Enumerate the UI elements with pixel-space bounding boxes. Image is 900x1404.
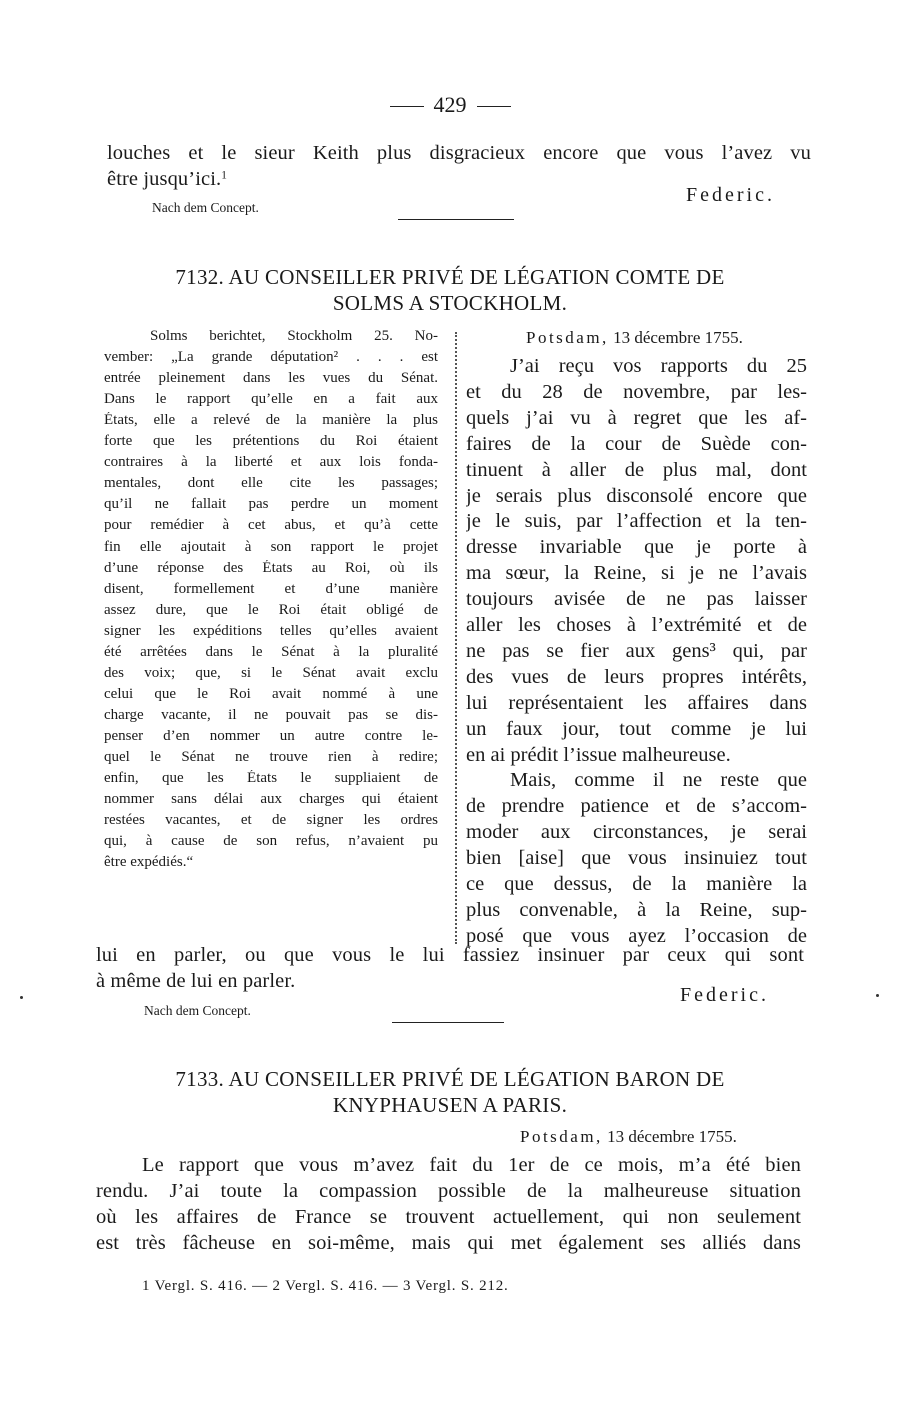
letter-7132-text-line: moder aux circonstances, je serai	[466, 821, 807, 844]
page-number-dash-right	[477, 106, 511, 107]
concept-note-7132: Nach dem Concept.	[144, 1003, 251, 1018]
letter-7132-text-line: en ai prédit l’issue malheureuse.	[466, 743, 731, 766]
letter-7133-dateline	[520, 1127, 737, 1147]
letter-7133-text-line: est très fâcheuse en soi-même, mais qui met également ses alliés dans	[96, 1232, 801, 1254]
letter-7133-heading-line-1: 7133. AU CONSEILLER PRIVÉ DE LÉGATION BARON DE	[175, 1067, 725, 1091]
letter-7132-summary-line: Dans le rapport qu’elle en a fait aux	[104, 391, 438, 408]
scan-speck	[876, 994, 879, 997]
letter-7132-summary-line: signer les expéditions telles qu’elles avaient	[104, 622, 438, 639]
letter-7132-text-line: dresse invariable que je porte à	[466, 536, 807, 559]
letter-7132-heading-line-2: SOLMS A STOCKHOLM.	[332, 291, 568, 315]
letter-7132-summary-line: d’une réponse des États au Roi, où ils	[104, 559, 438, 576]
concept-note-intro: Nach dem Concept.	[152, 200, 259, 215]
letter-7132-summary-line: nommer sans délai aux charges qui étaient	[104, 791, 438, 808]
letter-7132-summary-line: entrée pleinement dans les vues du Sénat.	[104, 370, 438, 387]
letter-7132-text-line: J’ai reçu vos rapports du 25	[510, 355, 807, 377]
page-number-line	[0, 92, 900, 118]
signature-intro: Federic.	[686, 184, 775, 206]
letter-7132-summary-line: été arrêtées dans le Sénat à la pluralité	[104, 643, 438, 660]
letter-7132-summary-line: charge vacante, il ne pouvait pas se dis-	[104, 706, 438, 723]
footnote-ref-1: 1	[221, 169, 227, 182]
letter-7132-text-line: ma sœur, la Reine, si je ne l’avais	[466, 562, 807, 585]
letter-7133-text-line: Le rapport que vous m’avez fait du 1er de ce mois, m’a été bien	[142, 1154, 801, 1176]
intro-line-1: louches et le sieur Keith plus disgracieux encore que vous l’avez vu	[107, 142, 811, 164]
letter-7132-summary-line: forte que les prétentions du Roi étaient	[104, 433, 438, 450]
letter-7132-summary-line: pour remédier à cet abus, et qu’à cette	[104, 517, 438, 534]
letter-7132-summary-line: assez dure, que le Roi était obligé de	[104, 601, 438, 618]
letter-7132-summary-line: penser d’en nommer un autre contre le-	[104, 727, 438, 744]
letter-7132-text-line: quels j’ai vu à regret que les af-	[466, 406, 807, 429]
letter-7132-summary-line: restées vacantes, et de signer les ordres	[104, 812, 438, 829]
letter-7132-text-line: faires de la cour de Suède con-	[466, 432, 807, 455]
letter-7132-text-line: toujours avisée de ne pas laisser	[466, 588, 807, 611]
letter-7132-text-line: plus convenable, à la Reine, sup-	[466, 898, 807, 921]
letter-7132-dateline	[526, 328, 743, 348]
letter-7132-summary-line: qui, à cause de son refus, n’avaient pu	[104, 833, 438, 850]
letter-7133-heading-line-2: KNYPHAUSEN A PARIS.	[332, 1093, 568, 1117]
letter-7132-text-line: aller les choses à l’extrémité et de	[466, 614, 807, 636]
section-rule-1	[398, 219, 514, 220]
letter-7132-text-line: tinuent à aller de plus mal, dont	[466, 458, 807, 481]
intro-line-2	[107, 168, 227, 191]
section-rule-2	[392, 1022, 504, 1023]
letter-7132-summary-line: être expédiés.“	[104, 854, 194, 871]
letter-7132-summary-line: Solms berichtet, Stockholm 25. No-	[150, 328, 438, 344]
letter-7133-text-line: rendu. J’ai toute la compassion possible de la malheureuse situation	[96, 1180, 801, 1202]
letter-7133-text-line: où les affaires de France se trouvent actuellement, qui non seulement	[96, 1206, 801, 1228]
column-divider	[455, 332, 457, 944]
letter-7132-summary-line: disent, formellement et d’une manière	[104, 580, 438, 597]
letter-7132-text-line: Mais, comme il ne reste que	[510, 769, 807, 792]
letter-7132-full-line-1: lui en parler, ou que vous le lui fassiez insinuer par ceux qui sont	[96, 944, 804, 966]
letter-7132-text-line: ce que dessus, de la manière la	[466, 873, 807, 895]
letter-7132-summary-line: celui que le Roi avait nommé à une	[104, 685, 438, 702]
footnotes: 1 Vergl. S. 416. — 2 Vergl. S. 416. — 3 Vergl. S. 212.	[142, 1278, 509, 1294]
letter-7132-text-line: et du 28 de novembre, par les-	[466, 380, 807, 403]
letter-7132-text-line: de prendre patience et de s’accom-	[466, 795, 807, 818]
letter-7132-text-line: un faux jour, tout comme je lui	[466, 717, 807, 740]
scan-speck	[20, 996, 23, 999]
page-number: 429	[433, 92, 467, 117]
letter-7132-summary-line: des voix; que, si le Sénat avait exclu	[104, 664, 438, 681]
page-number-dash-left	[390, 106, 424, 107]
letter-7132-summary-line: vember: „La grande députation² . . . est	[104, 349, 438, 366]
letter-7132-dateline-place: Potsdam,	[526, 328, 609, 347]
letter-7132-summary-line: États, elle a relevé de la manière la plus	[104, 412, 438, 429]
letter-7132-summary-line: enfin, que les États le suppliaient de	[104, 770, 438, 787]
signature-7132: Federic.	[680, 984, 769, 1006]
letter-7132-text-line: des vues de leurs propres intérêts,	[466, 665, 807, 688]
letter-7132-text-line: bien [aise] que vous insinuiez tout	[466, 847, 807, 870]
letter-7132-text-line: ne pas se fier aux gens³ qui, par	[466, 639, 807, 662]
letter-7133-dateline-place: Potsdam,	[520, 1127, 603, 1146]
letter-7132-dateline-date: 13 décembre 1755.	[613, 328, 743, 347]
letter-7132-summary-line: fin elle ajoutait à son rapport le projet	[104, 538, 438, 555]
letter-7133-dateline-date: 13 décembre 1755.	[607, 1127, 737, 1146]
letter-7132-summary-line: mentales, dont elle cite les passages;	[104, 475, 438, 492]
letter-7132-heading-line-1: 7132. AU CONSEILLER PRIVÉ DE LÉGATION COMTE DE	[175, 265, 725, 289]
intro-line-2-text: être jusqu’ici.	[107, 168, 222, 190]
letter-7132-text-line: je le suis, par l’affection et la ten-	[466, 510, 807, 533]
letter-7132-summary-line: quel le Sénat ne trouve rien à redire;	[104, 749, 438, 765]
letter-7132-text-line: je serais plus disconsolé encore que	[466, 484, 807, 507]
letter-7132-full-line-2: à même de lui en parler.	[96, 970, 296, 992]
letter-7132-text-line: posé que vous ayez l’occasion de	[466, 924, 807, 947]
letter-7132-summary-line: qu’il ne fallait pas perdre un moment	[104, 496, 438, 513]
letter-7132-text-line: lui représentaient les affaires dans	[466, 691, 807, 714]
letter-7132-summary-line: contraires à la liberté et aux lois fonda-	[104, 454, 438, 471]
